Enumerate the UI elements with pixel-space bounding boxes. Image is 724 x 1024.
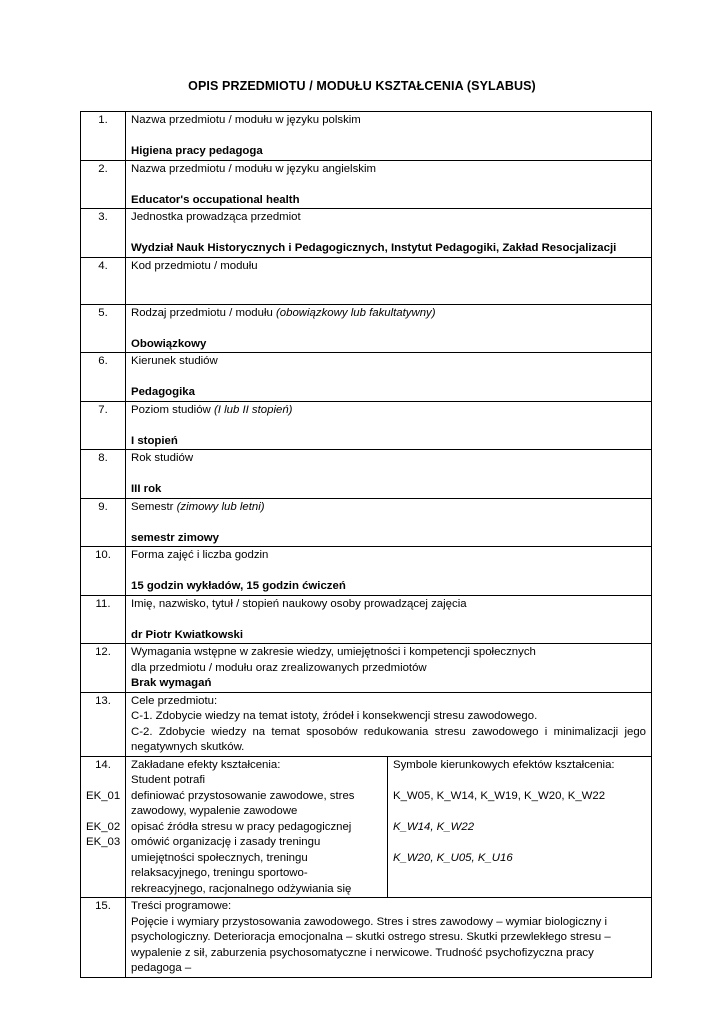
table-row-1 xyxy=(81,112,652,161)
row-number: 4. xyxy=(81,257,126,304)
row-label xyxy=(131,451,646,467)
row-value: I stopień xyxy=(131,434,178,447)
row-label xyxy=(131,306,646,322)
ek-code: EK_02 xyxy=(86,820,121,833)
row-value: Pedagogika xyxy=(131,386,195,398)
ek-code: EK_01 xyxy=(86,789,121,802)
row-label-text: Kod przedmiotu / modułu xyxy=(131,259,258,272)
row-label xyxy=(131,500,646,516)
row-number: 8. xyxy=(81,450,126,499)
row-label xyxy=(131,259,646,275)
row-label: Treści programowe: xyxy=(131,900,232,912)
row-label-text: Nazwa przedmiotu / modułu w języku polskim xyxy=(131,114,361,126)
row-number: 11. xyxy=(81,595,126,644)
table-row-12 xyxy=(81,644,652,693)
row-value: Educator's occupational health xyxy=(131,193,300,206)
table-row-14 xyxy=(81,756,652,898)
table-row-5 xyxy=(81,304,652,353)
table-row-11 xyxy=(81,595,652,644)
table-row-8 xyxy=(81,450,652,499)
row-number: 12. xyxy=(81,644,126,693)
table-row-15 xyxy=(81,898,652,978)
table-row-4 xyxy=(81,257,652,304)
table-row-13 xyxy=(81,692,652,756)
row-label-text: Rodzaj przedmiotu / modułu xyxy=(131,306,273,319)
row-content xyxy=(126,644,652,693)
symbols-cell xyxy=(388,756,652,898)
table-row-3 xyxy=(81,209,652,258)
document-title: OPIS PRZEDMIOTU / MODUŁU KSZTAŁCENIA (SYLABUS) xyxy=(188,79,536,93)
row-value: Obowiązkowy xyxy=(131,337,207,350)
row-content xyxy=(126,898,652,978)
row-content xyxy=(126,209,652,258)
row-label xyxy=(131,597,646,613)
table-row-10 xyxy=(81,547,652,596)
symbols-ek01: K_W05, K_W14, K_W19, K_W20, K_W22 xyxy=(393,789,606,802)
syllabus-table xyxy=(80,111,652,978)
row-content xyxy=(126,547,652,596)
row-content xyxy=(126,304,652,353)
row-number: 13. xyxy=(81,692,126,756)
outcome-ek01: definiować przystosowanie zawodowe, stres zawodowy, wypalenie zawodowe xyxy=(131,789,355,817)
row-number xyxy=(81,756,126,898)
row-number: 2. xyxy=(81,160,126,209)
table-row-6 xyxy=(81,353,652,402)
row-content xyxy=(126,595,652,644)
row-label xyxy=(131,548,646,564)
row-label: Wymagania wstępne w zakresie wiedzy, umiejętności i kompetencji społecznych xyxy=(131,646,536,658)
goal-c2: C-2. Zdobycie wiedzy na temat sposobów redukowania stresu zawodowego i minimalizacji jego negatywnych skutków. xyxy=(131,725,646,753)
row-label xyxy=(131,354,646,370)
row-content xyxy=(126,450,652,499)
row-number: 10. xyxy=(81,547,126,596)
row-content xyxy=(126,160,652,209)
row-label-text: Forma zajęć i liczba godzin xyxy=(131,549,269,561)
row-value: dr Piotr Kwiatkowski xyxy=(131,628,244,641)
row-label-text: Imię, nazwisko, tytuł / stopień naukowy osoby prowadzącej zajęcia xyxy=(131,597,467,610)
outcomes-label: Zakładane efekty kształcenia: xyxy=(131,758,281,771)
learning-outcomes-cell xyxy=(126,756,388,898)
row-number: 3. xyxy=(81,209,126,258)
row-label-text: Rok studiów xyxy=(131,452,194,464)
row-number: 7. xyxy=(81,401,126,450)
ek-code: EK_03 xyxy=(86,836,121,848)
row-label-text: Kierunek studiów xyxy=(131,355,218,367)
row-label-note: (zimowy lub letni) xyxy=(176,500,265,513)
row-label-note: (obowiązkowy lub fakultatywny) xyxy=(276,306,436,319)
symbols-label: Symbole kierunkowych efektów kształcenia: xyxy=(393,758,615,771)
row-label: Cele przedmiotu: xyxy=(131,694,218,707)
goal-c1: C-1. Zdobycie wiedzy na temat istoty, źródeł i konsekwencji stresu zawodowego. xyxy=(131,710,538,722)
row-value: Higiena pracy pedagoga xyxy=(131,145,263,157)
row-content xyxy=(126,257,652,304)
row-content xyxy=(126,692,652,756)
row-label-text: Nazwa przedmiotu / modułu w języku angielskim xyxy=(131,162,376,175)
outcome-ek02: opisać źródła stresu w pracy pedagogicznej xyxy=(131,820,352,833)
row-label-text: Jednostka prowadząca przedmiot xyxy=(131,211,301,223)
table-row-7 xyxy=(81,401,652,450)
row-value: III rok xyxy=(131,483,162,495)
row-number: 1. xyxy=(81,112,126,161)
row-value: Brak wymagań xyxy=(131,677,212,689)
row-number: 15. xyxy=(81,898,126,978)
table-row-9 xyxy=(81,498,652,547)
row-content xyxy=(126,498,652,547)
row-label-cont: dla przedmiotu / modułu oraz zrealizowanych przedmiotów xyxy=(131,661,427,674)
row-label-note: (I lub II stopień) xyxy=(213,403,293,416)
row-label xyxy=(131,162,646,178)
row-content xyxy=(126,112,652,161)
row-number: 6. xyxy=(81,353,126,402)
row-number: 9. xyxy=(81,498,126,547)
row-number: 5. xyxy=(81,304,126,353)
row-number-value: 14. xyxy=(95,758,111,771)
table-row-2 xyxy=(81,160,652,209)
program-content: Pojęcie i wymiary przystosowania zawodowego. Stres i stres zawodowy – wymiar biologiczny i psychologiczny. Deterioracja emocjonalna – skutki ostrego stresu. Skutki przewlekłego stresu – wypalenie z sił, zaburzenia psychosomatyczne i nerwicowe. Trudność psychofizyczna pracy pedagoga – xyxy=(131,915,611,974)
symbols-ek03: K_W20, K_U05, K_U16 xyxy=(393,851,513,864)
symbols-ek02: K_W14, K_W22 xyxy=(393,820,475,833)
row-label-text: Semestr xyxy=(131,500,174,513)
row-content xyxy=(126,401,652,450)
outcome-ek03: omówić organizację i zasady treningu umiejętności społecznych, treningu relaksacyjnego, treningu sportowo-rekreacyjnego, racjonalnego odżywiania się xyxy=(131,836,352,895)
row-content xyxy=(126,353,652,402)
row-value: Wydział Nauk Historycznych i Pedagogicznych, Instytut Pedagogiki, Zakład Resocjalizacji xyxy=(131,242,617,254)
outcomes-intro: Student potrafi xyxy=(131,774,206,786)
row-label xyxy=(131,403,646,419)
row-label xyxy=(131,210,646,226)
row-label xyxy=(131,113,646,129)
row-value: 15 godzin wykładów, 15 godzin ćwiczeń xyxy=(131,580,346,592)
row-value: semestr zimowy xyxy=(131,531,219,544)
row-label-text: Poziom studiów xyxy=(131,403,211,416)
